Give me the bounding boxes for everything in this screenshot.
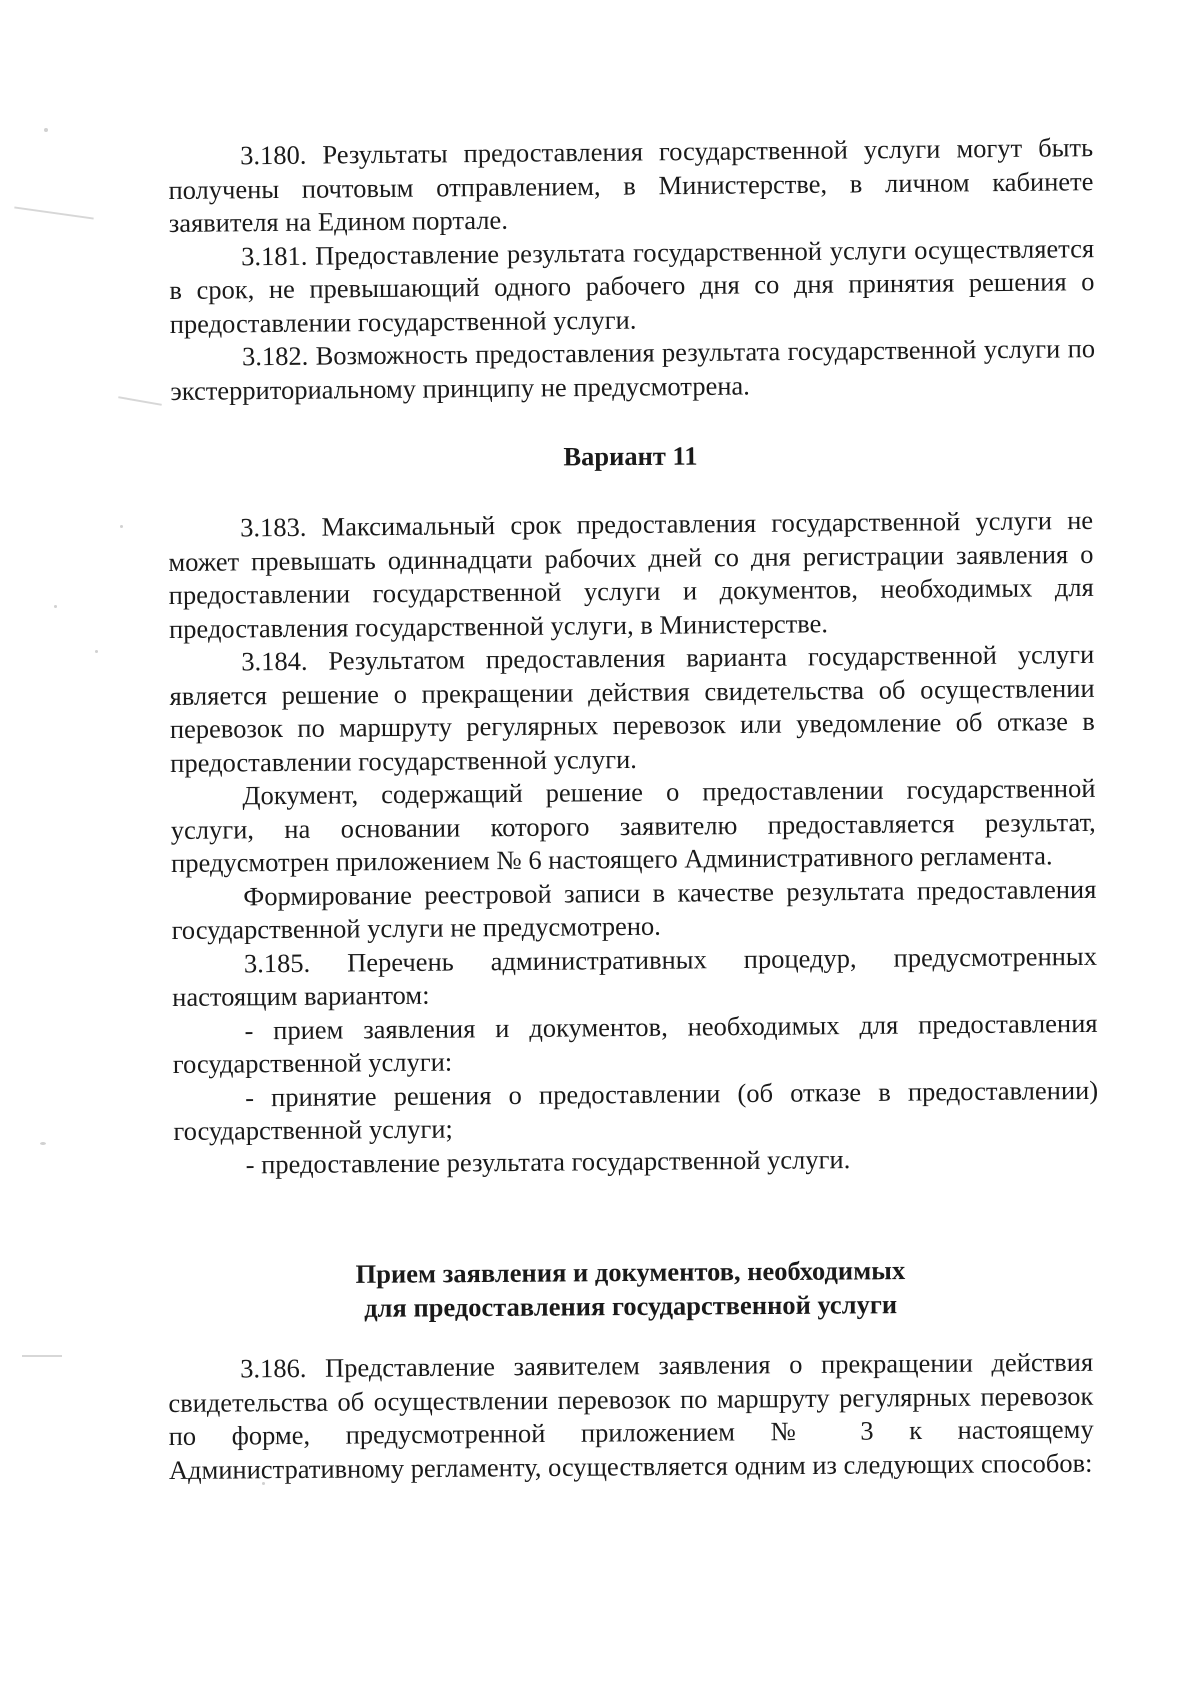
paragraph-registry-record: Формирование реестровой записи в качестве результата предоставления государственной услуги не предусмотрено.: [171, 873, 1097, 945]
scan-speck: [44, 128, 48, 132]
scan-speck: [120, 525, 123, 528]
paragraph-decision-document: Документ, содержащий решение о предоставлении государственной услуги, на основании которого заявителю предоставляется результат, предусмотрен приложением № 6 настоящего Административного регламента.: [170, 772, 1096, 878]
reception-heading-line-2: для предоставления государственной услуги: [364, 1288, 898, 1323]
scan-speck: [95, 650, 98, 653]
paragraph-3-183: 3.183. Максимальный срок предоставления государственной услуги не может превышать одиннадцати рабочих дней со дня регистрации заявления о предоставлении государственной услуги и документов, необходимых для предоставления государственной услуги, в Министерстве.: [168, 504, 1094, 644]
paragraph-3-185: 3.185. Перечень административных процедур, предусмотренных настоящим вариантом:: [172, 940, 1098, 1012]
reception-heading: [168, 1253, 1093, 1326]
section-variant-11: [168, 504, 1099, 1182]
scan-speck: [54, 605, 57, 608]
scan-smudge: [14, 206, 93, 219]
scan-speck: [40, 1142, 46, 1145]
list-item-reception: - прием заявления и документов, необходимых для предоставления государственной услуги:: [172, 1007, 1098, 1079]
list-item-result: - предоставление результата государственной услуги.: [245, 1143, 851, 1179]
paragraph-3-182: 3.182. Возможность предоставления результата государственной услуги по экстерриториальному принципу не предусмотрена.: [170, 333, 1096, 406]
variant-heading: Вариант 11: [563, 440, 698, 472]
section-results-delivery: [168, 131, 1096, 408]
paragraph-3-186: 3.186. Представление заявителем заявления о прекращении действия свидетельства об осуществлении перевозок по маршруту регулярных перевозок по форме, предусмотренной приложением № 3 к настоящему Административному регламенту, осуществляется одним из следующих способов:: [168, 1346, 1094, 1485]
paragraph-3-181: 3.181. Предоставление результата государственной услуги осуществляется в срок, не превышающий одного рабочего дня со дня принятия решения о предоставлении государственной услуги.: [169, 232, 1095, 339]
reception-heading-line-1: Прием заявления и документов, необходимых: [355, 1255, 906, 1289]
scan-smudge: [22, 1355, 62, 1357]
paragraph-3-184: 3.184. Результатом предоставления варианта государственной услуги является решение о прекращении действия свидетельства об осуществлении перевозок по маршруту регулярных перевозок или уведомление об отказе в предоставлении государственной услуги.: [169, 638, 1095, 778]
section-application-submission: [168, 1346, 1094, 1487]
paragraph-3-180: 3.180. Результаты предоставления государственной услуги могут быть получены почтовым отправлением, в Министерстве, в личном кабинете заявителя на Едином портале.: [168, 132, 1094, 238]
list-item-decision: - принятие решения о предоставлении (об отказе в предоставлении) государственной услуги;: [173, 1074, 1099, 1146]
scan-smudge: [118, 396, 162, 406]
